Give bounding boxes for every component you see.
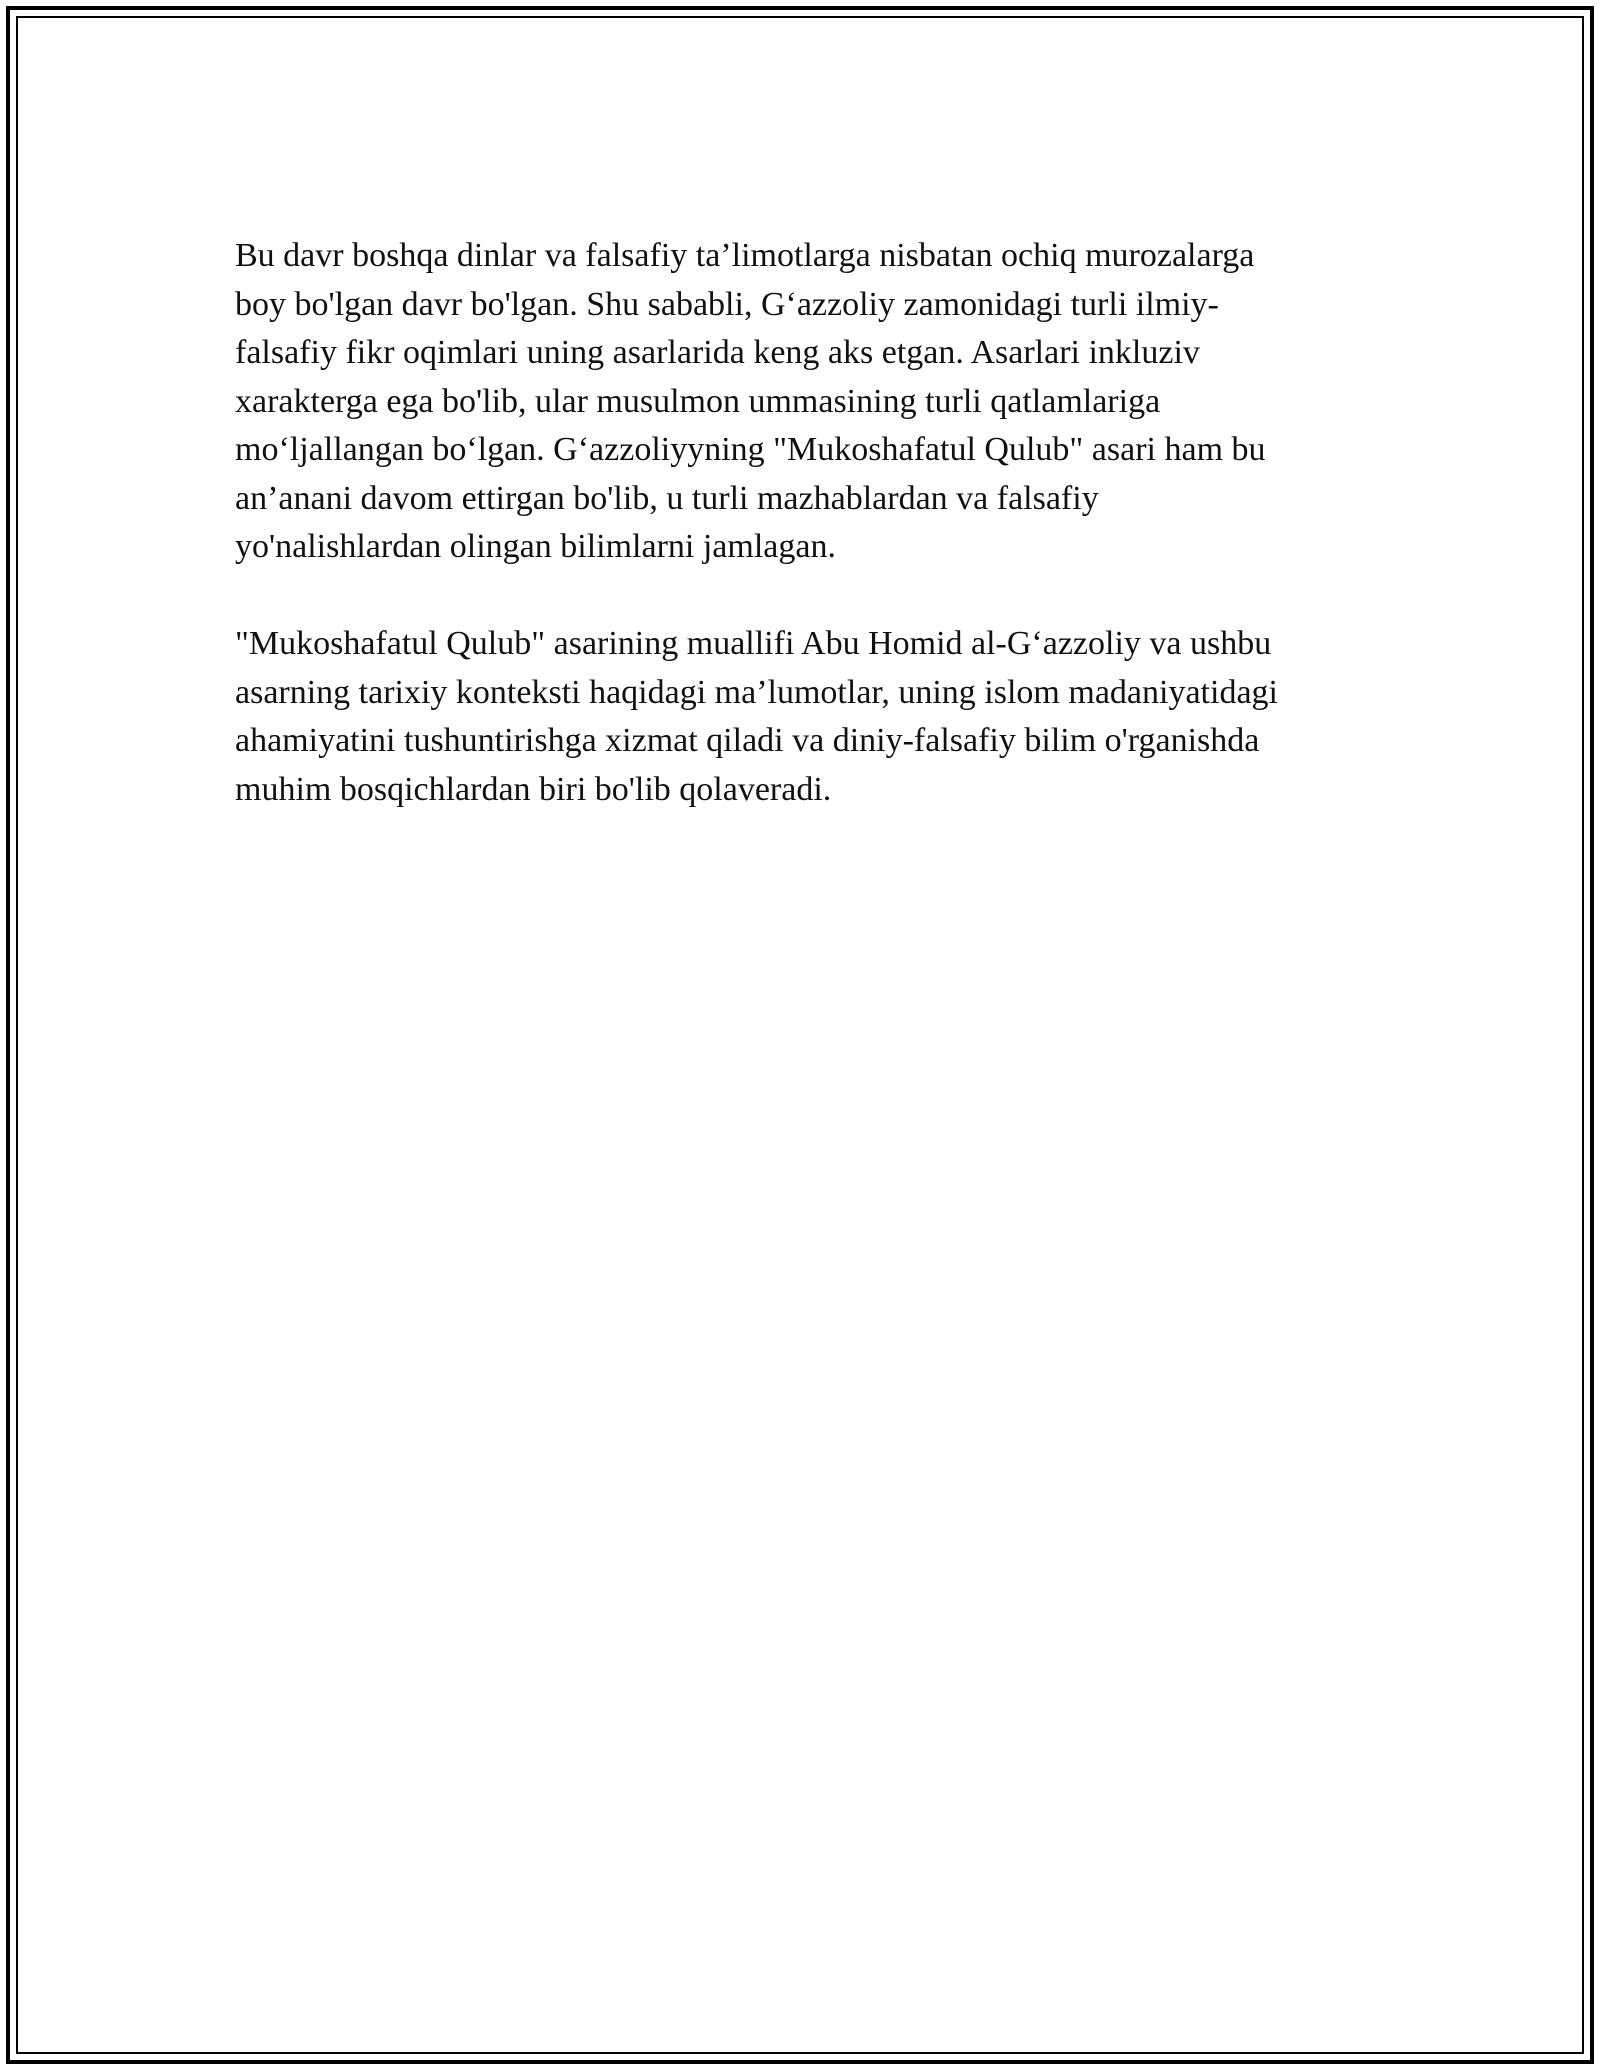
- paragraph-2: [235, 620, 1375, 814]
- text-line: mo‘ljallangan bo‘lgan. G‘azzoliyyning "Mukoshafatul Qulub" asari ham bu: [235, 431, 1266, 468]
- text-line: falsafiy fikr oqimlari uning asarlarida keng aks etgan. Asarlari inkluziv: [235, 334, 1200, 371]
- text-line: an’anani davom ettirgan bo'lib, u turli mazhablardan va falsafiy: [235, 479, 1099, 517]
- text-line: "Mukoshafatul Qulub" asarining muallifi Abu Homid al-G‘azzoliy va ushbu: [235, 625, 1272, 662]
- text-line: yo'nalishlardan olingan bilimlarni jamlagan.: [235, 528, 836, 565]
- text-line: ahamiyatini tushuntirishga xizmat qiladi va diniy-falsafiy bilim o'rganishda: [235, 722, 1260, 759]
- document-body: [235, 232, 1375, 863]
- text-line: asarning tarixiy konteksti haqidagi ma’lumotlar, uning islom madaniyatidagi: [235, 673, 1278, 711]
- text-line: xarakterga ega bo'lib, ular musulmon ummasining turli qatlamlariga: [235, 382, 1161, 420]
- text-line: boy bo'lgan davr bo'lgan. Shu sababli, G‘azzoliy zamonidagi turli ilmiy-: [235, 285, 1219, 323]
- text-line: Bu davr boshqa dinlar va falsafiy ta’limotlarga nisbatan ochiq murozalarga: [235, 237, 1255, 274]
- text-line: muhim bosqichlardan biri bo'lib qolaveradi.: [235, 770, 832, 808]
- paragraph-1: [235, 232, 1375, 572]
